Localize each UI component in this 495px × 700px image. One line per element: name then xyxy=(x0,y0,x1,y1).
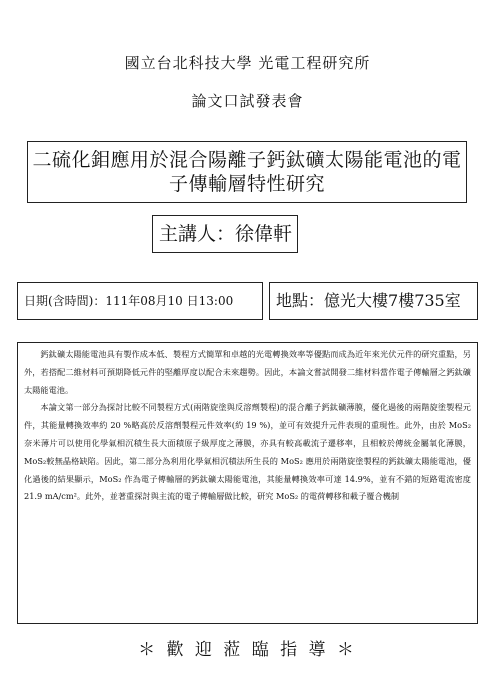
speaker-label: 主講人： xyxy=(159,223,236,245)
location-value: 億光大樓7樓735室 xyxy=(324,291,461,310)
speaker-box xyxy=(152,215,298,253)
thesis-title-line2: 子傳輸層特性研究 xyxy=(168,173,325,195)
date-value: 111年08月10 日13:00 xyxy=(105,294,234,308)
thesis-title-line1: 二硫化鉬應用於混合陽離子鈣鈦礦太陽能電池的電 xyxy=(32,149,462,171)
abstract-paragraph-2: 本論文第一部分為探討比較不同製程方式(兩階旋塗與反溶劑製程)的混合離子鈣鈦礦薄膜，優化過後的兩階旋塗製程元件，其能量轉換效率約 20 %略高於反溶劑製程元件效率(約 19 %)，並可有效提升元件表現的重現性。此外，由於 MoS₂ 奈米薄片可以使用化學氣相沉積生長大面積原子級厚度之薄膜，亦具有較高載流子遷移率，且相較於傳統金屬氧化薄膜，MoS₂較無晶格缺陷。因此，第二部分為利用化學氣相沉積法所生長的 MoS₂ 應用於兩階旋塗製程的鈣鈦礦太陽能電池，優化過後的結果顯示，MoS₂ 作為電子傳輸層的鈣鈦礦太陽能電池，其能量轉換效率可達 14.9%，並有不錯的短路電流密度 21.9 mA/cm²。此外，並著重探討與主流的電子傳輸層做比較，研究 MoS₂ 的電荷轉移和載子覆合機制 xyxy=(24,402,471,502)
date-label: 日期(含時間)： xyxy=(24,294,106,308)
location-label: 地點： xyxy=(276,291,325,310)
thesis-title-box xyxy=(27,141,467,203)
welcome-footer: ＊ 歡 迎 蒞 臨 指 導 ＊ xyxy=(138,640,357,660)
date-box xyxy=(17,282,263,320)
institution-title: 國立台北科技大學 光電工程研究所 xyxy=(124,54,371,72)
abstract-box xyxy=(17,342,478,624)
location-box xyxy=(269,282,478,320)
event-title: 論文口試發表會 xyxy=(191,92,304,110)
speaker-name: 徐偉軒 xyxy=(235,223,293,245)
abstract-paragraph-1: 鈣鈦礦太陽能電池具有製作成本低、製程方式簡單和卓越的光電轉換效率等優點而成為近年來光伏元件的研究重點，另外，若搭配二維材料可預期降低元件的堅離厚度以配合未來趨勢。因此，本論文嘗試開發二維材料當作電子傳輸層之鈣鈦礦太陽能電池。 xyxy=(24,349,471,395)
